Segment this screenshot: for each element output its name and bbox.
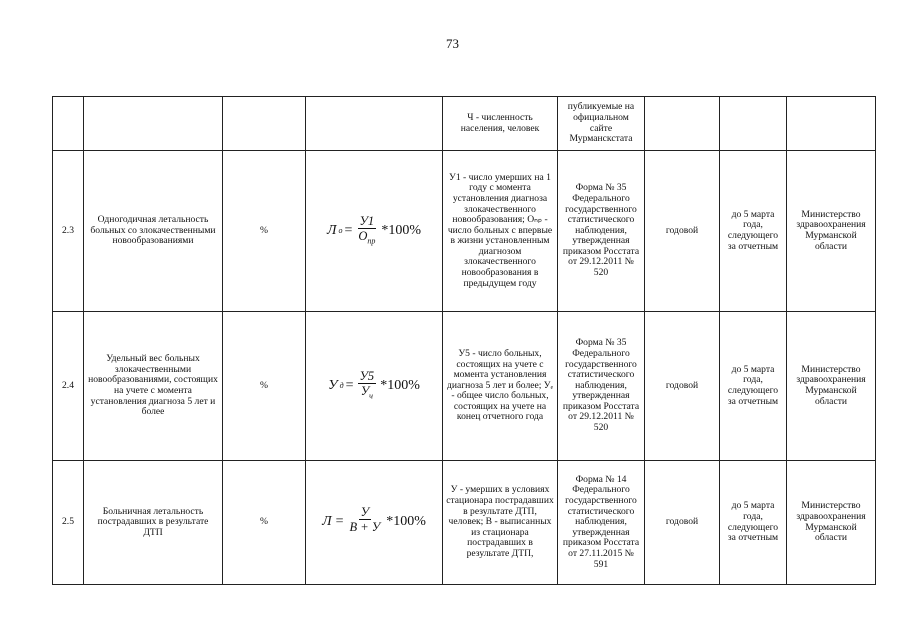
unit: % (223, 312, 306, 461)
variables-description: Ч - численность населения, человек (443, 97, 558, 151)
table-row (53, 151, 876, 312)
formula-denominator: У (360, 383, 370, 398)
data-source: Форма № 35 Федерального государственного статистического наблюдения, утвержденная приказом Росстата от 29.12.2011 № 520 (558, 151, 645, 312)
responsible: Министерство здравоохранения Мурманской области (787, 461, 876, 585)
formula-denominator-subscript: пр (367, 236, 376, 246)
formula-multiplier: *100% (381, 222, 422, 238)
formula (306, 97, 443, 151)
data-source: публикуемые на официальном сайте Мурманскстата (558, 97, 645, 151)
periodicity: годовой (645, 461, 720, 585)
formula-lhs: Л (322, 514, 332, 530)
formula-fraction (356, 214, 377, 249)
unit: % (223, 461, 306, 585)
deadline: до 5 марта года, следующего за отчетным (720, 151, 787, 312)
responsible: Министерство здравоохранения Мурманской области (787, 312, 876, 461)
formula (306, 312, 443, 461)
formula-multiplier: *100% (386, 514, 426, 530)
data-source: Форма № 14 Федерального государственного статистического наблюдения, утвержденная приказом Росстата от 27.11.2015 № 591 (558, 461, 645, 585)
formula-numerator: У5 (359, 368, 375, 383)
formula-denominator: В + У (349, 520, 381, 535)
formula-expression: Л о = $\frac{У1}{О_{пр}}$ *100% (327, 214, 421, 249)
formula-lhs: У (328, 377, 338, 393)
deadline (720, 97, 787, 151)
data-source: Форма № 35 Федерального государственного статистического наблюдения, утвержденная приказом Росстата от 29.12.2011 № 520 (558, 312, 645, 461)
formula-lhs-subscript: о (338, 225, 343, 235)
formula-lhs: Л (326, 222, 337, 238)
unit: % (223, 151, 306, 312)
table-row (53, 97, 876, 151)
formula-denominator: О (358, 228, 368, 243)
formula-multiplier: *100% (380, 377, 420, 393)
row-number: 2.3 (53, 151, 84, 312)
unit (223, 97, 306, 151)
deadline: до 5 марта года, следующего за отчетным (720, 461, 787, 585)
formula-fraction (347, 505, 382, 540)
variables-description: У - умерших в условиях стационара пострадавших в результате ДТП, человек; В - выписанных из стационара пострадавших в результате ДТП, (443, 461, 558, 585)
indicators-table (52, 96, 876, 585)
formula-expression: У д = $\frac{У5}{У_ч}$ *100% (328, 369, 420, 404)
responsible: Министерство здравоохранения Мурманской области (787, 151, 876, 312)
responsible (787, 97, 876, 151)
indicator-name: Больничная летальность пострадавших в результате ДТП (84, 461, 223, 585)
periodicity: годовой (645, 312, 720, 461)
table-row (53, 312, 876, 461)
formula-lhs-subscript: д (339, 380, 344, 390)
formula (306, 461, 443, 585)
formula-numerator: У (360, 505, 370, 520)
indicator-name (84, 97, 223, 151)
page-number: 73 (446, 36, 459, 51)
periodicity: годовой (645, 151, 720, 312)
indicator-name: Одногодичная летальность больных со злокачественными новообразованиями (84, 151, 223, 312)
row-number: 2.4 (53, 312, 84, 461)
variables-description: У5 - число больных, состоящих на учете с момента установления диагноза 5 лет и более; Уₑ - общее число больных, состоящих на учете на конец отчетного года (443, 312, 558, 461)
deadline: до 5 марта года, следующего за отчетным (720, 312, 787, 461)
row-number (53, 97, 84, 151)
formula (306, 151, 443, 312)
indicator-name: Удельный вес больных злокачественными новообразованиями, состоящих на учете с момента установления диагноза 5 лет и более (84, 312, 223, 461)
periodicity (645, 97, 720, 151)
variables-description: У1 - число умерших на 1 году с момента установления диагноза злокачественного новообразования; Оₙₚ - число больных с впервые в жизни установленным диагнозом злокачественного новообразования в предыдущем году (443, 151, 558, 312)
formula-fraction (358, 369, 377, 404)
table-row (53, 461, 876, 585)
formula-denominator-subscript: ч (369, 391, 373, 401)
formula-expression: Л = $\frac{У}{В + У}$ *100% (322, 505, 426, 540)
formula-numerator: У1 (359, 213, 375, 228)
row-number: 2.5 (53, 461, 84, 585)
